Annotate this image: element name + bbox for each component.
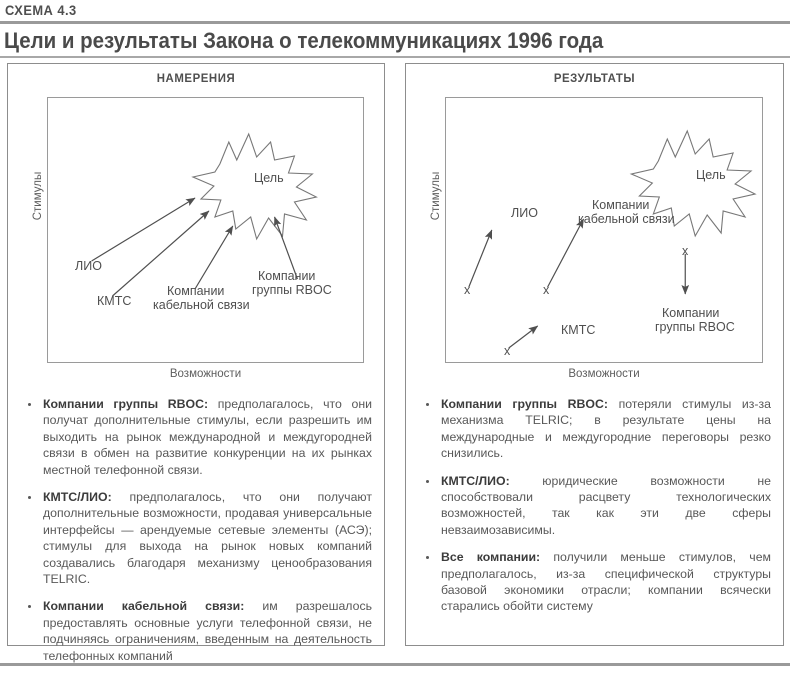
intentions-y-axis-label: Стимулы: [32, 171, 44, 221]
arrow-cable: [195, 226, 233, 289]
intentions-node-cable-line2: кабельной связи: [153, 298, 250, 312]
intentions-x-axis-label: Возможности: [169, 368, 242, 380]
bullet-text: им разрешалось предоставлять основные услуги телефонной связи, не подчиняясь ограничениям, введенным на деятельность телефонных компаний: [43, 599, 372, 663]
goal-burst-shape: [193, 134, 316, 239]
results-goal-label: Цель: [696, 168, 726, 182]
results-x-axis-label: Возможности: [568, 368, 640, 380]
bullet-lead: Компании кабельной связи:: [43, 599, 245, 614]
results-node-cable-line2: кабельной связи: [578, 212, 675, 226]
chart-number-label: СХЕМА 4.3: [5, 2, 77, 18]
results-marker-rboc: x: [682, 244, 689, 258]
results-node-rboc-line2: группы RBOC: [655, 320, 735, 334]
bullet-text: юридические возможности не способствовали расцвету технологических возможностей, так как эти две сферы невзаимозависимы.: [441, 473, 771, 537]
header-divider-top: [0, 21, 790, 24]
bullet-text: получили меньше стимулов, чем предполагалось, из-за специфической структуры базовой экономики отрасли; компании всячески старались обойти систему: [441, 550, 771, 614]
bullet-text: предполагалось, что они получат дополнительные стимулы, если разрешить им выходить на рынок международной и междугородней связи в обмен на развитие конкуренции на их рынках местной телефонной связи.: [43, 397, 372, 477]
results-marker-cable: x: [543, 283, 550, 297]
results-marker-kmts: x: [504, 344, 511, 358]
results-bullet-list: [419, 396, 771, 626]
intentions-node-kmts: КМТС: [97, 294, 132, 308]
panel-results: [405, 63, 784, 646]
results-diagram: [416, 94, 773, 389]
list-item: [419, 396, 771, 462]
panel-intentions: [7, 63, 385, 663]
panel-results-heading: РЕЗУЛЬТАТЫ: [553, 71, 636, 85]
list-item: [419, 473, 771, 539]
results-y-axis-label: Стимулы: [430, 171, 442, 221]
list-item: [21, 489, 372, 587]
bullet-lead: Все компании:: [441, 550, 541, 565]
bullet-lead: Компании группы RBOC:: [43, 397, 209, 411]
results-vector-layer: [416, 94, 773, 389]
arrow-lio: [469, 230, 492, 287]
results-node-rboc-line1: Компании: [662, 306, 720, 320]
arrow-lio: [92, 198, 195, 261]
results-node-cable-line1: Компании: [592, 198, 650, 212]
footer-divider: [0, 663, 790, 666]
arrow-kmts: [509, 326, 538, 348]
intentions-node-lio: ЛИО: [75, 259, 102, 273]
intentions-diagram: [18, 94, 374, 389]
intentions-goal-label: Цель: [254, 171, 284, 185]
bullet-text: потеряли стимулы из-за механизма TELRIC; в результате цены на международные и междугородние переговоры резко снизились.: [441, 397, 771, 461]
arrow-cable: [548, 219, 584, 287]
results-node-kmts: КМТС: [561, 323, 596, 337]
intentions-vector-layer: [18, 94, 374, 389]
intentions-node-rboc-line1: Компании: [258, 269, 316, 283]
list-item: [21, 598, 372, 664]
bullet-text: предполагалось, что они получают дополнительные возможности, продавая универсальные интерфейсы — арендуемые сетевые элементы (АСЭ); стимулы для выхода на рынок новых компаний создавались благодаря механизму ценообразования TELRIC.: [43, 490, 372, 587]
results-marker-lio: x: [464, 283, 471, 297]
bullet-lead: КМТС/ЛИО:: [441, 473, 510, 488]
results-node-lio: ЛИО: [511, 206, 538, 220]
list-item: [21, 396, 372, 478]
bullet-lead: КМТС/ЛИО:: [43, 490, 112, 505]
intentions-node-rboc-line2: группы RBOC: [252, 283, 332, 297]
header-divider-under-title: [0, 56, 790, 58]
intentions-bullet-list: [21, 396, 372, 675]
page-title: Цели и результаты Закона о телекоммуникациях 1996 года: [4, 28, 604, 53]
intentions-node-cable-line1: Компании: [167, 284, 225, 298]
bullet-lead: Компании группы RBOC:: [441, 397, 608, 411]
panel-intentions-heading: НАМЕРЕНИЯ: [156, 71, 236, 85]
list-item: [419, 549, 771, 615]
